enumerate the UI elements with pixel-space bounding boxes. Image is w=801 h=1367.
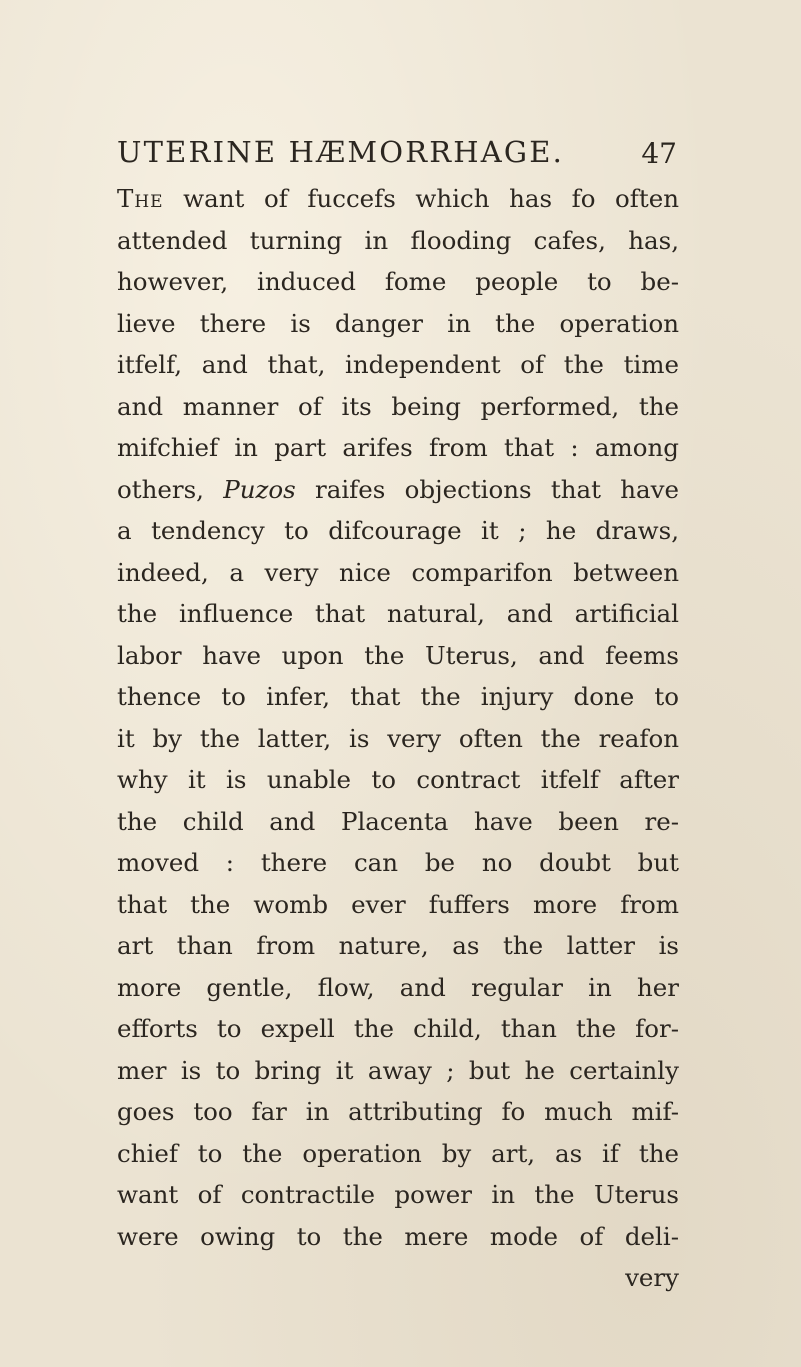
author-name-puzos: Puzos — [223, 474, 296, 504]
text-line: others, Puzos raifes objections that have — [117, 474, 679, 504]
text-line: The want of fuccefs which has fo often — [117, 184, 679, 213]
text-line: want of contractile power in the Uterus — [117, 1180, 679, 1209]
page-number: 47 — [641, 137, 677, 170]
text-line: mifchief in part arifes from that : among — [117, 433, 679, 462]
opening-word: The — [117, 184, 164, 213]
text-line: more gentle, flow, and regular in her — [117, 972, 679, 1002]
text-line: why it is unable to contract itfelf after — [117, 765, 679, 794]
text-line: it by the latter, is very often the reafon — [117, 723, 679, 753]
text-line: chief to the operation by art, as if the — [117, 1138, 679, 1168]
text-line: the influence that natural, and artificial — [117, 599, 679, 628]
text-line: labor have upon the Uterus, and feems — [117, 640, 679, 670]
text-line: lieve there is danger in the operation — [117, 308, 679, 338]
text-line: however, induced fome people to be- — [117, 267, 679, 296]
text-line: mer is to bring it away ; but he certainly — [117, 1055, 679, 1085]
text-line: were owing to the mere mode of deli- — [117, 1221, 679, 1251]
text-line: thence to infer, that the injury done to — [117, 682, 679, 711]
running-head — [117, 130, 677, 174]
text-line: art than from nature, as the latter is — [117, 931, 679, 960]
text-line: the child and Placenta have been re- — [117, 806, 679, 836]
text-line: indeed, a very nice comparifon between — [117, 557, 679, 587]
text-line: a tendency to difcourage it ; he draws, — [117, 516, 679, 545]
text-line: and manner of its being performed, the — [117, 391, 679, 421]
body-text — [117, 178, 679, 1299]
text-line: moved : there can be no doubt but — [117, 848, 679, 877]
text-line: itfelf, and that, independent of the time — [117, 350, 679, 379]
text-line: that the womb ever fuffers more from — [117, 889, 679, 919]
catchword: very — [625, 1263, 679, 1292]
text-line: goes too far in attributing fo much mif- — [117, 1097, 679, 1126]
text-line: attended turning in flooding cafes, has, — [117, 225, 679, 255]
text-line: efforts to expell the child, than the for- — [117, 1014, 679, 1043]
running-title: UTERINE HÆMORRHAGE. — [117, 135, 565, 169]
